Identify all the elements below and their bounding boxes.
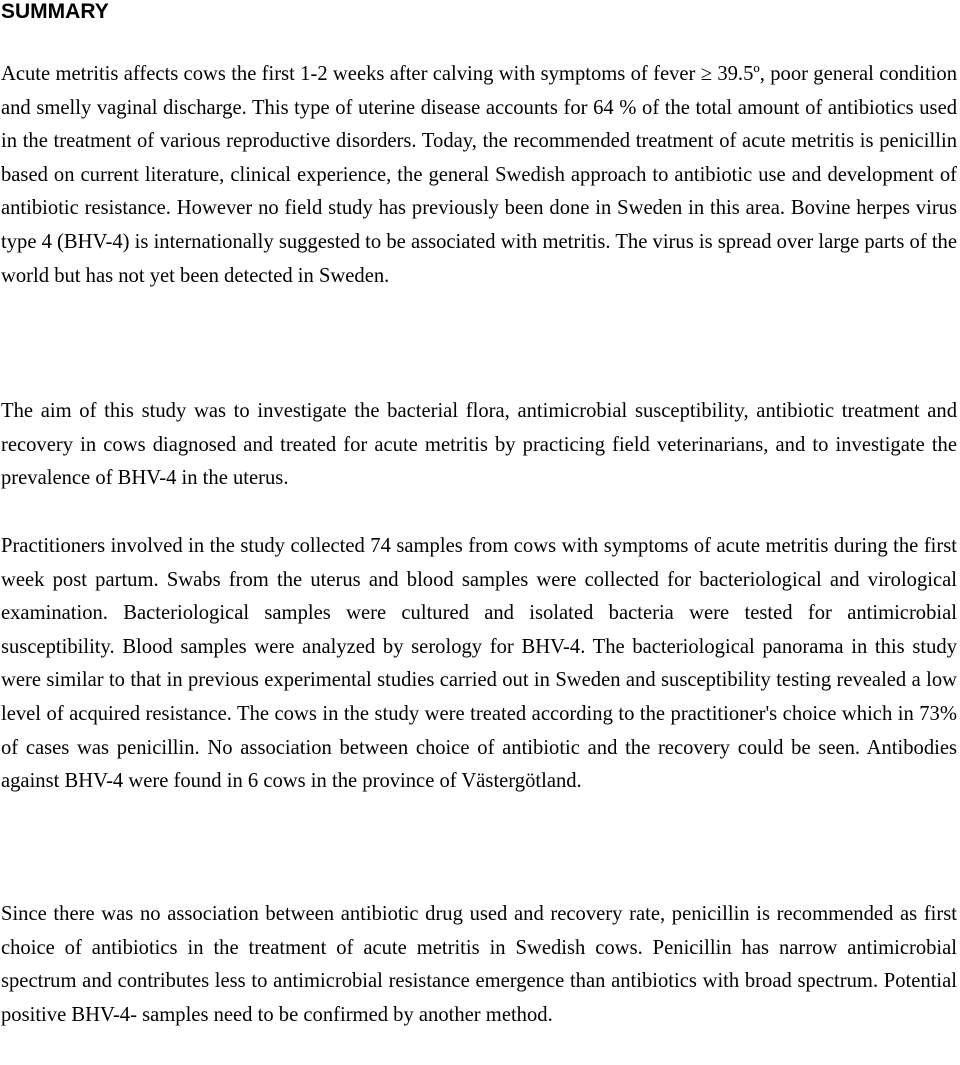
paragraph-conclusion: Since there was no association between antibiotic drug used and recovery rate, penicillin is recommended as first choice of antibiotics in the treatment of acute metritis in Swedish cows. Penicillin has narrow antimicrobial spectrum and contributes less to antimicrobial resistance emergence than antibiotics with broad spectrum. Potential positive BHV-4- samples need to be confirmed by another method. bbox=[1, 903, 957, 1026]
paragraph-methods-results: Practitioners involved in the study collected 74 samples from cows with symptoms of acute metritis during the first week post partum. Swabs from the uterus and blood samples were collected for bacteriological and virological examination. Bacteriological samples were cultured and isolated bacteria were tested for antimicrobial susceptibility. Blood samples were analyzed by serology for BHV-4. The bacteriological panorama in this study were similar to that in previous experimental studies carried out in Sweden and susceptibility testing revealed a low level of acquired resistance. The cows in the study were treated according to the practitioner's choice which in 73% of cases was penicillin. No association between choice of antibiotic and the recovery could be seen. Antibodies against BHV-4 were found in 6 cows in the province of Västergötland. bbox=[1, 535, 957, 793]
section-heading: SUMMARY bbox=[1, 0, 109, 23]
paragraph-background: Acute metritis affects cows the first 1-2 weeks after calving with symptoms of fever ≥ 39.5º, poor general condition and smelly vaginal discharge. This type of uterine disease accounts for 64 % of the total amount of antibiotics used in the treatment of various reproductive disorders. Today, the recommended treatment of acute metritis is penicillin based on current literature, clinical experience, the general Swedish approach to antibiotic use and development of antibiotic resistance. However no field study has previously been done in Sweden in this area. Bovine herpes virus type 4 (BHV-4) is internationally suggested to be associated with metritis. The virus is spread over large parts of the world but has not yet been detected in Sweden. bbox=[1, 63, 957, 287]
paragraph-aim: The aim of this study was to investigate the bacterial flora, antimicrobial susceptibility, antibiotic treatment and recovery in cows diagnosed and treated for acute metritis by practicing field veterinarians, and to investigate the prevalence of BHV-4 in the uterus. bbox=[1, 400, 957, 490]
